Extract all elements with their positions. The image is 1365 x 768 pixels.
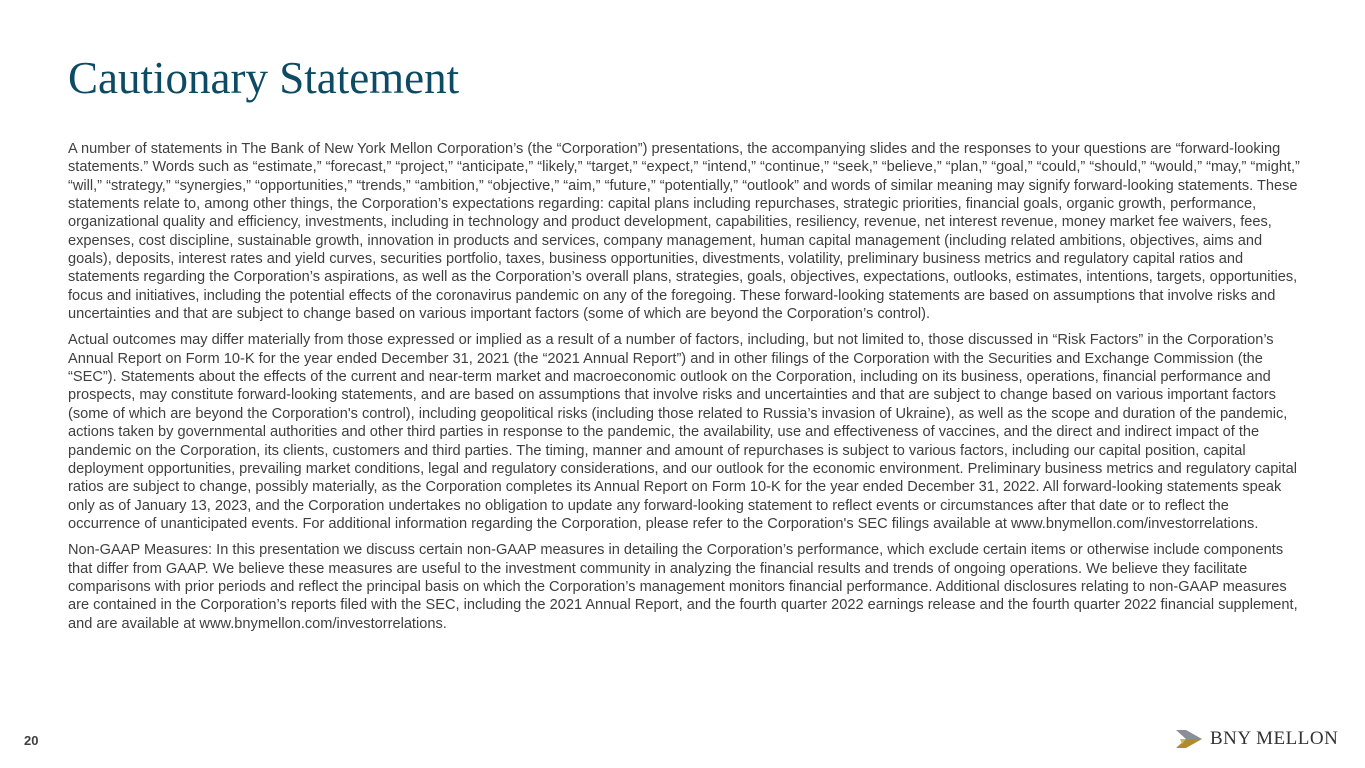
bny-mellon-logo xyxy=(1176,728,1338,750)
logo-mark-icon xyxy=(1176,728,1202,750)
actual-outcomes-paragraph: Actual outcomes may differ materially from those expressed or implied as a result of a number of factors, including, but not limited to, those discussed in “Risk Factors” in the Corporation’s Annual Report on Form 10-K for the year ended December 31, 2021 (the “2021 Annual Report”) and in other filings of the Corporation with the Securities and Exchange Commission (the “SEC”). Statements about the effects of the current and near-term market and macroeconomic outlook on the Corporation, including on its business, operations, financial performance and prospects, may constitute forward-looking statements, and are based on assumptions that involve risks and uncertainties and that are subject to change based on various important factors (some of which are beyond the Corporation's control), including geopolitical risks (including those related to Russia’s invasion of Ukraine), as well as the scope and duration of the pandemic, actions taken by governmental authorities and other third parties in response to the pandemic, the availability, use and effectiveness of vaccines, and the direct and indirect impact of the pandemic on the Corporation, its clients, customers and third parties. The timing, manner and amount of repurchases is subject to various factors, including our capital position, capital deployment opportunities, prevailing market conditions, legal and regulatory considerations, and our outlook for the economic environment. Preliminary business metrics and regulatory capital ratios are subject to change, possibly materially, as the Corporation completes its Annual Report on Form 10-K for the year ended December 31, 2022. All forward-looking statements speak only as of January 13, 2023, and the Corporation undertakes no obligation to update any forward-looking statement to reflect events or circumstances after that date or to reflect the occurrence of unanticipated events. For additional information regarding the Corporation, please refer to the Corporation's SEC filings available at www.bnymellon.com/investorrelations. xyxy=(68,332,1297,532)
page-number: 20 xyxy=(24,733,39,748)
logo-text: BNY MELLON xyxy=(1210,728,1339,749)
forward-looking-paragraph: A number of statements in The Bank of New York Mellon Corporation’s (the “Corporation”) presentations, the accompanying slides and the responses to your questions are “forward-looking statements.” Words such as “estimate,” “forecast,” “project,” “anticipate,” “likely,” “target,” “expect,” “intend,” “continue,” “seek,” “believe,” “plan,” “goal,” “could,” “should,” “would,” “may,” “might,” “will,” “strategy,” “synergies,” “opportunities,” “trends,” “ambition,” “objective,” “aim,” “future,” “potentially,” “outlook” and words of similar meaning may signify forward-looking statements. These statements relate to, among other things, the Corporation’s expectations regarding: capital plans including repurchases, strategic priorities, financial goals, organic growth, performance, organizational quality and efficiency, investments, including in technology and product development, capabilities, resiliency, revenue, net interest revenue, money market fee waivers, fees, expenses, cost discipline, sustainable growth, innovation in products and services, company management, human capital management (including related ambitions, objectives, aims and goals), deposits, interest rates and yield curves, securities portfolio, taxes, business opportunities, divestments, volatility, preliminary business metrics and regulatory capital ratios and statements regarding the Corporation’s aspirations, as well as the Corporation’s overall plans, strategies, goals, objectives, expectations, outlooks, estimates, intentions, targets, opportunities, focus and initiatives, including the potential effects of the coronavirus pandemic on any of the foregoing. These forward-looking statements are based on assumptions that involve risks and uncertainties and that are subject to change based on various important factors (some of which are beyond the Corporation’s control). xyxy=(68,141,1300,323)
non-gaap-paragraph: Non-GAAP Measures: In this presentation we discuss certain non-GAAP measures in detailing the Corporation’s performance, which exclude certain items or otherwise include components that differ from GAAP. We believe these measures are useful to the investment community in analyzing the financial results and trends of ongoing operations. We believe they facilitate comparisons with prior periods and reflect the principal basis on which the Corporation’s management monitors financial performance. Additional disclosures relating to non-GAAP measures are contained in the Corporation’s reports filed with the SEC, including the 2021 Annual Report, and the fourth quarter 2022 earnings release and the fourth quarter 2022 financial supplement, and are available at www.bnymellon.com/investorrelations. xyxy=(68,542,1298,632)
page-title: Cautionary Statement xyxy=(68,53,460,103)
statement-body xyxy=(68,140,1300,641)
